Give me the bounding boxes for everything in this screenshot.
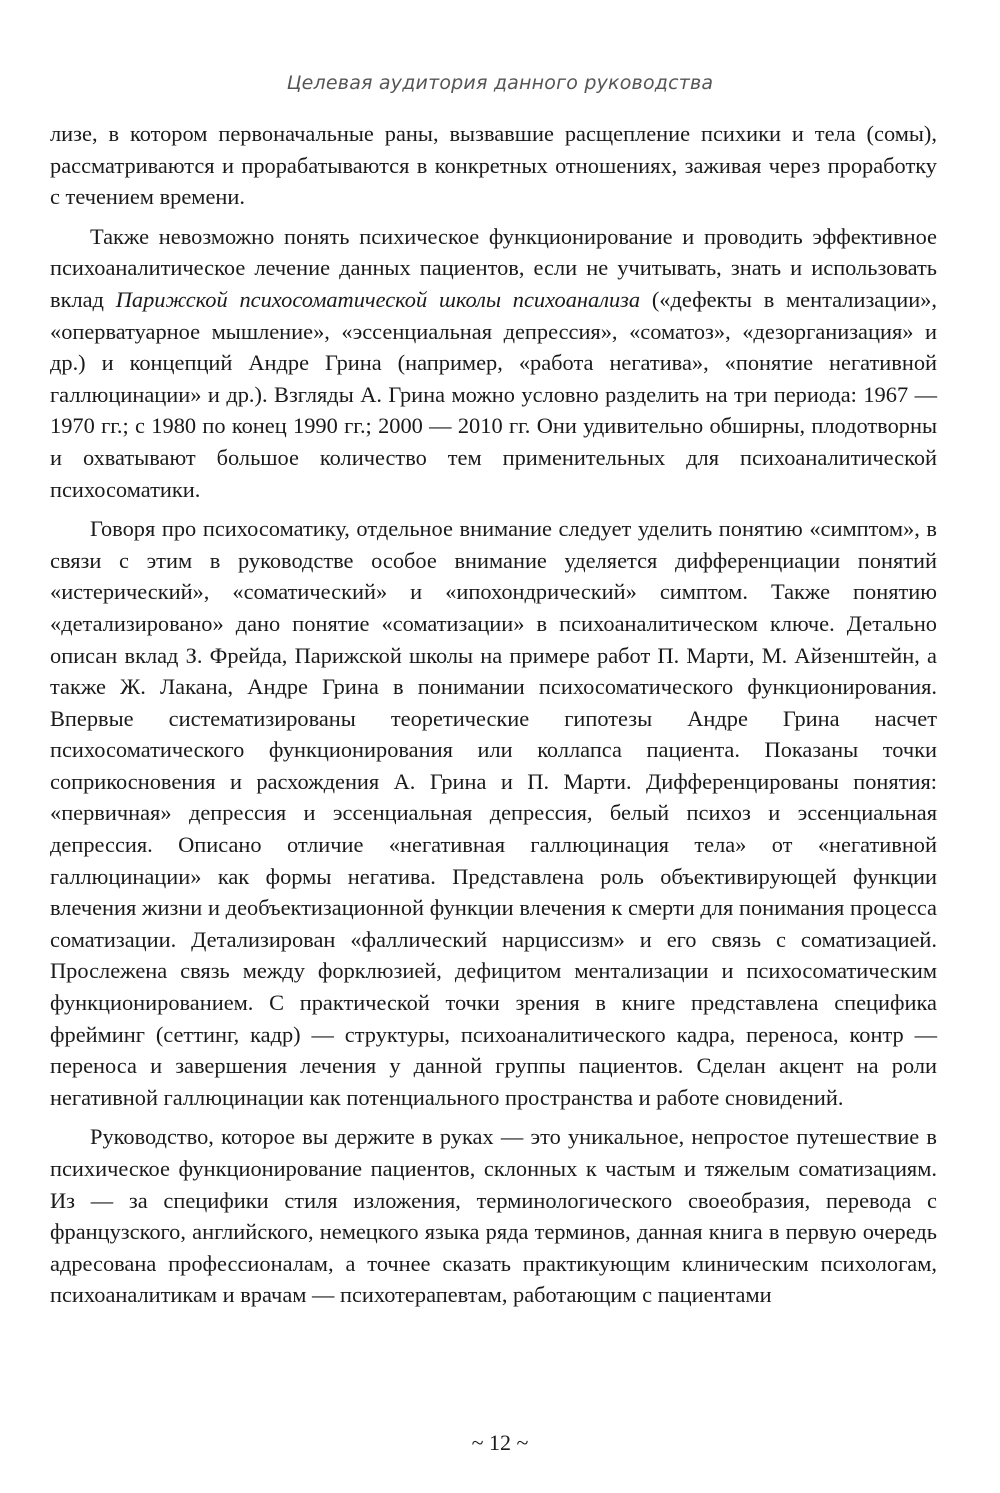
- paragraph-2-before: Также невозможно понять психическое функционирование и проводить эффективное психоаналитическое лечение данных пациентов, если не учитывать, знать и использовать вклад: [50, 223, 937, 312]
- running-head: Целевая аудитория данного руководства: [286, 72, 714, 94]
- paragraph-3: Говоря про психосоматику, отдельное внимание следует уделить понятию «симптом», в связи с этим в руководстве особое внимание уделяется дифференциации понятий «истерический», «соматический» и «ипохондрический» симптом. Также понятию «детализировано» дано понятие «соматизации» в психоаналитическом ключе. Детально описан вклад З. Фрейда, Парижской школы на примере работ П. Марти, М. Айзенштейн, а также Ж. Лакана, Андре Грина в понимании психосоматического функционирования. Впервые систематизированы теоретические гипотезы Андре Грина насчет психосоматического функционирования или коллапса пациента. Показаны точки соприкосновения и расхождения А. Грина и П. Марти. Дифференцированы понятия: «первичная» депрессия и эссенциальная депрессия, белый психоз и эссенциальная депрессия. Описано отличие «негативная галлюцинация тела» от «негативной галлюцинации» как формы негатива. Представлена роль объективирующей функции влечения жизни и деобъектизационной функции влечения к смерти для понимания процесса соматизации. Детализирован «фаллический нарциссизм» и его связь с соматизацией. Прослежена связь между форклюзией, дефицитом ментализации и психосоматическим функционированием. С практической точки зрения в книге представлена специфика фрейминг (сеттинг, кадр) — структуры, психоаналитического кадра, переноса, контр — переноса и завершения лечения у данной группы пациентов. Сделан акцент на роли негативной галлюцинации как потенциального пространства и работе сновидений.: [50, 516, 937, 1110]
- paragraph-2-emphasis: Парижской психосоматической школы психоанализа: [115, 286, 641, 312]
- paragraph-2: [50, 221, 937, 505]
- paragraph-2-after: («дефекты в ментализации», «оперватуарное мышление», «эссенциальная депрессия», «соматоз», «дезорганизация» и др.) и концепций Андре Грина (например, «работа негатива», «понятие негативной галлюцинации» и др.). Взгляды А. Грина можно условно разделить на три периода: 1967 — 1970 гг.; с 1980 по конец 1990 гг.; 2000 — 2010 гг. Они удивительно обширны, плодотворны и охватывают большое количество тем применительных для психоаналитической психосоматики.: [50, 286, 937, 502]
- paragraph-4: Руководство, которое вы держите в руках — это уникальное, непростое путешествие в психическое функционирование пациентов, склонных к частым и тяжелым соматизациям. Из — за специфики стиля изложения, терминологического своеобразия, перевода с французского, английского, немецкого языка ряда терминов, данная книга в первую очередь адресована профессионалам, а точнее сказать практикующим клиническим психологам, психоаналитикам и врачам — психотерапевтам, работающим с пациентами: [50, 1124, 937, 1308]
- body-text: [50, 118, 937, 1319]
- paragraph-1: лизе, в котором первоначальные раны, вызвавшие расщепление психики и тела (сомы), рассматриваются и прорабатываются в конкретных отношениях, заживая через проработку с течением времени.: [50, 121, 937, 210]
- page-number: ~ 12 ~: [471, 1430, 529, 1455]
